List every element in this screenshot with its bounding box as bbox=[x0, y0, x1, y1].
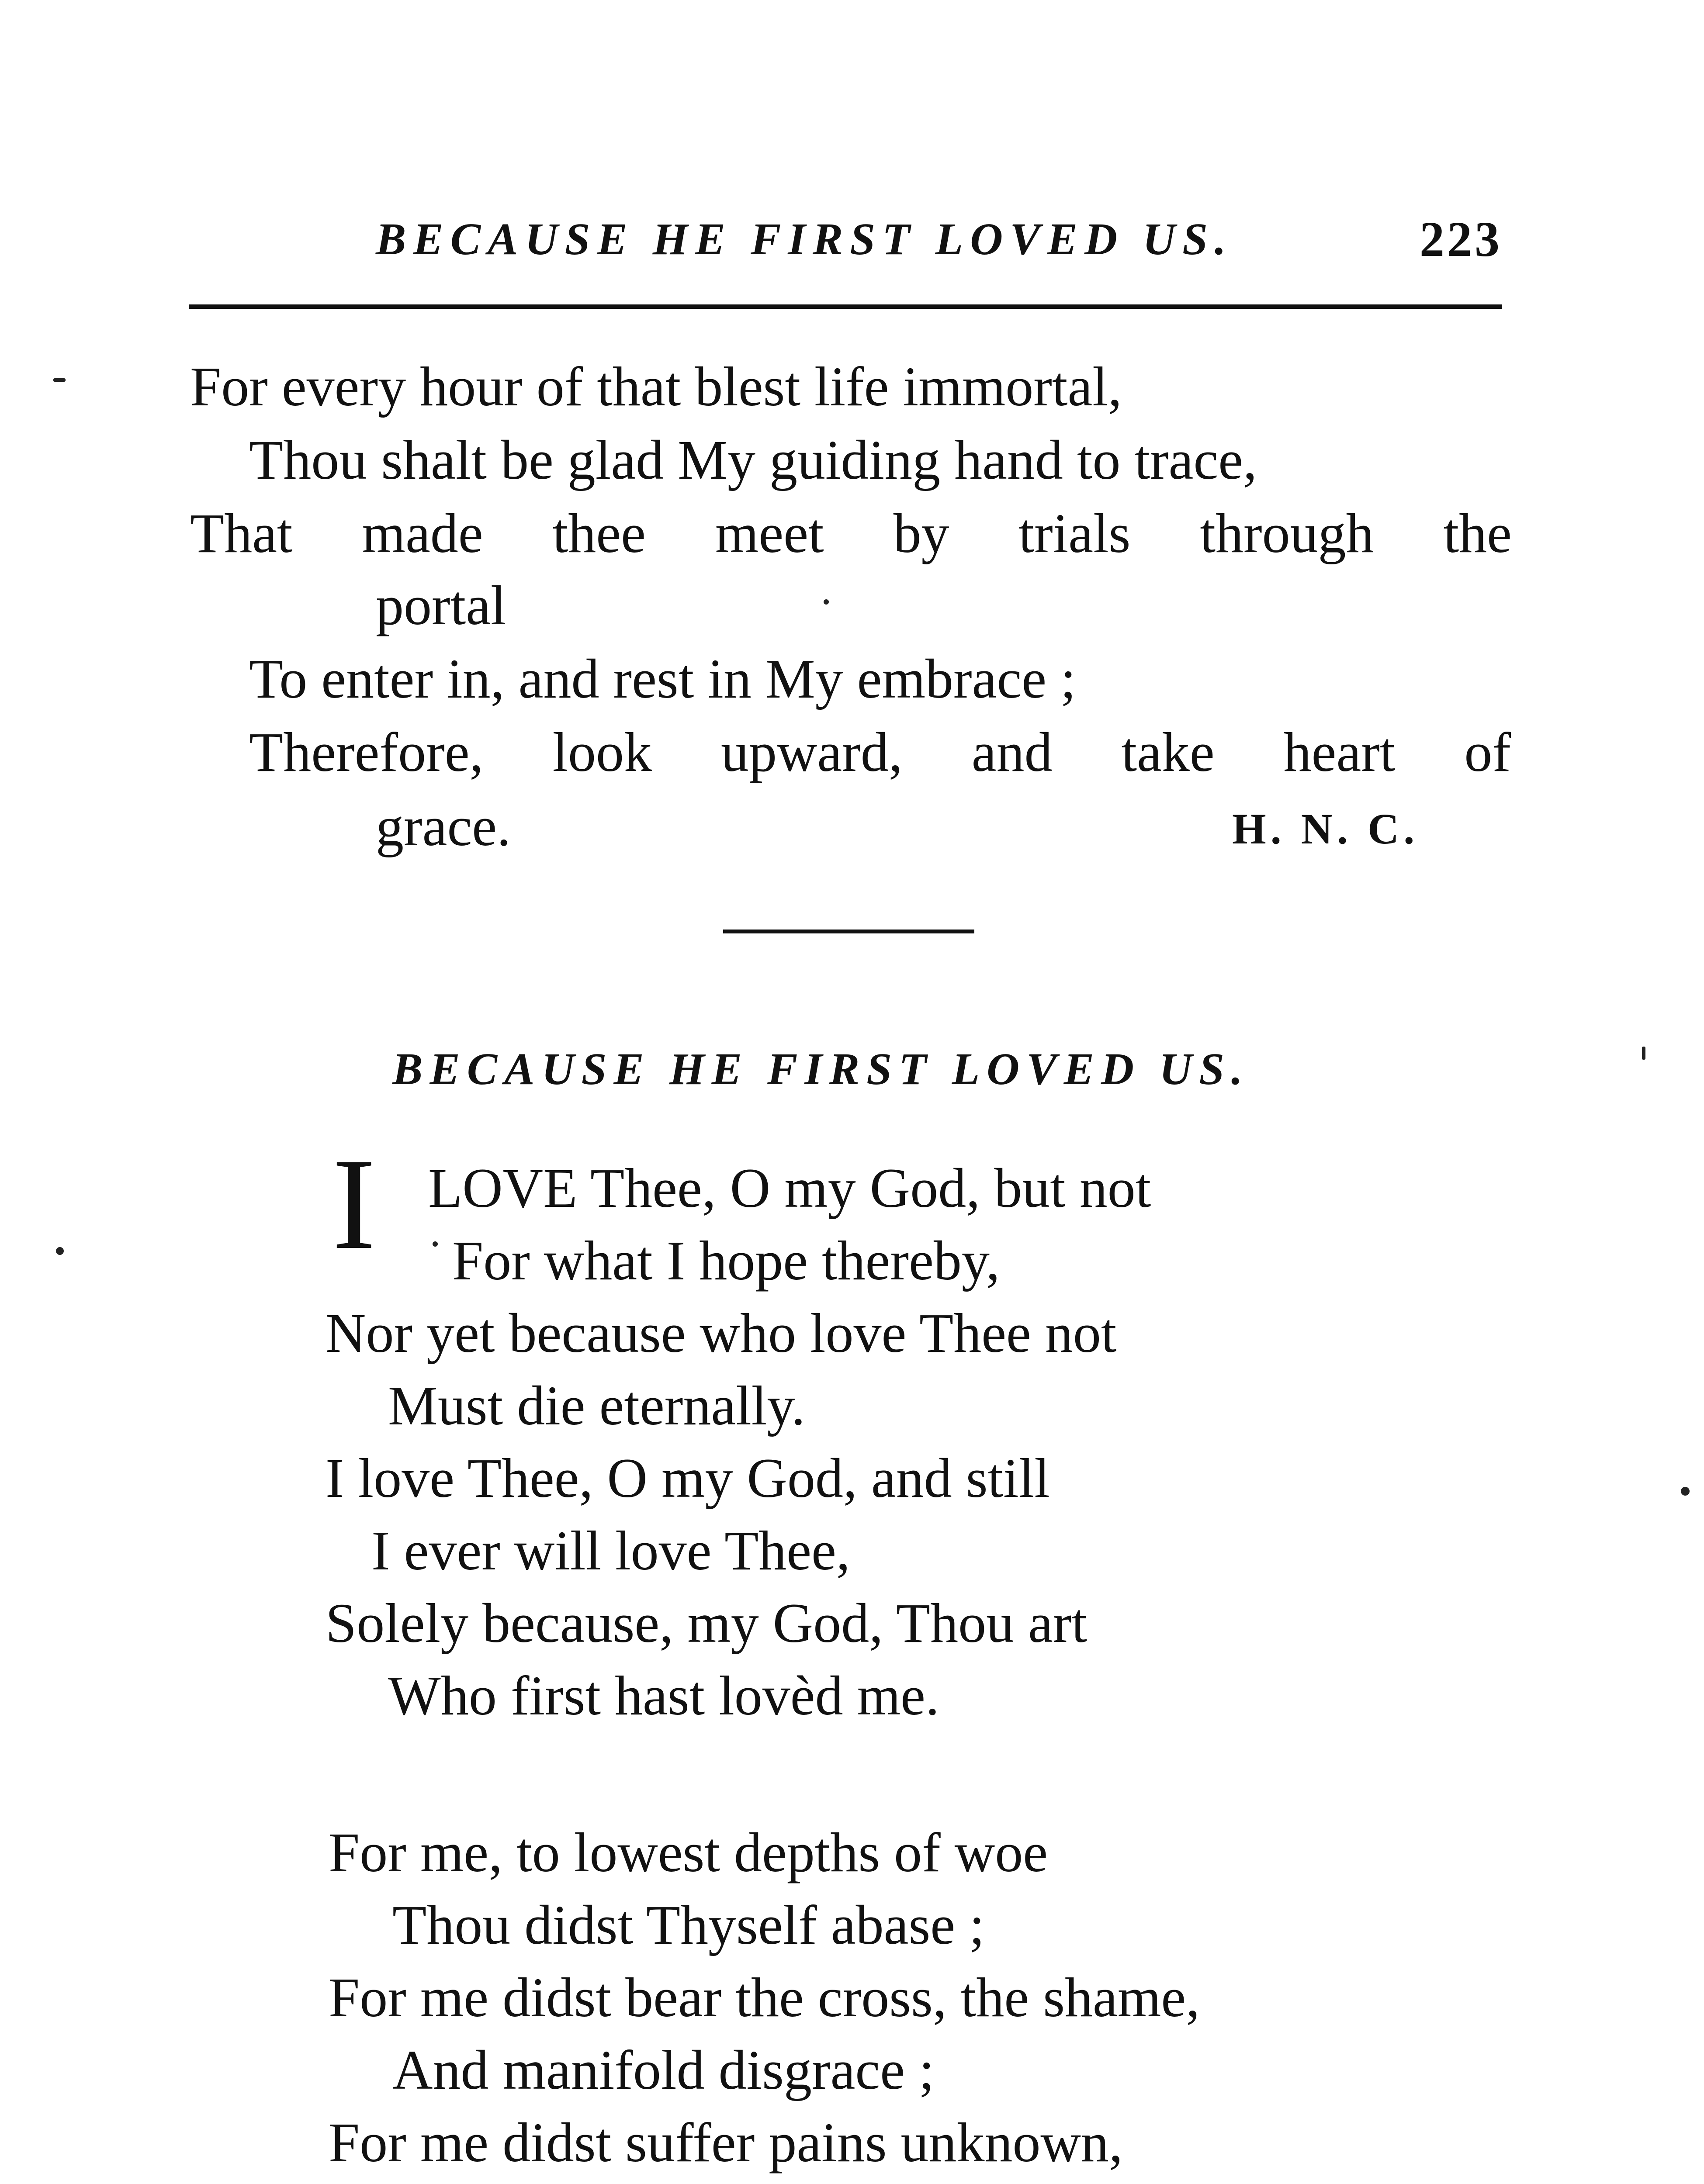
poem-title: BECAUSE HE FIRST LOVED US. bbox=[392, 1044, 1250, 1094]
verse-line: For what I hope thereby, bbox=[452, 1230, 1000, 1292]
verse-line: Must die eternally. bbox=[388, 1375, 805, 1437]
verse-line: I ever will love Thee, bbox=[371, 1520, 850, 1582]
verse-word: meet bbox=[715, 502, 824, 564]
verse-line: And manifold disgrace ; bbox=[392, 2039, 935, 2101]
verse-line: For every hour of that blest life immortal, bbox=[190, 356, 1122, 418]
verse-word: and bbox=[971, 721, 1053, 783]
page-number: 223 bbox=[1420, 211, 1502, 267]
verse-line-justified bbox=[249, 717, 1511, 787]
verse-word: look bbox=[552, 721, 652, 783]
scan-speck bbox=[433, 1241, 438, 1247]
verse-word: trials bbox=[1018, 502, 1131, 564]
verse-line: Nor yet because who love Thee not bbox=[326, 1302, 1117, 1364]
verse-line: LOVE Thee, O my God, but not bbox=[428, 1157, 1151, 1219]
verse-word: take bbox=[1121, 721, 1215, 783]
verse-line: To enter in, and rest in My embrace ; bbox=[249, 648, 1076, 710]
verse-line: grace. bbox=[376, 795, 511, 857]
verse-line: I love Thee, O my God, and still bbox=[326, 1447, 1050, 1509]
verse-line bbox=[392, 2180, 931, 2184]
verse-word: of bbox=[1464, 721, 1511, 783]
drop-cap: I bbox=[332, 1131, 376, 1276]
verse-line: Who first hast lovèd me. bbox=[388, 1665, 939, 1727]
verse-word: the bbox=[1443, 502, 1512, 564]
verse-line: Thou shalt be glad My guiding hand to trace, bbox=[249, 429, 1257, 491]
author-signature: H. N. C. bbox=[1232, 805, 1419, 853]
scan-speck bbox=[1642, 1047, 1645, 1060]
verse-line-justified bbox=[190, 498, 1512, 568]
verse-line: Thou didst Thyself abase ; bbox=[392, 1894, 985, 1956]
header-rule bbox=[189, 304, 1502, 309]
verse-line: For me, to lowest depths of woe bbox=[329, 1821, 1048, 1883]
scan-speck bbox=[824, 599, 829, 605]
verse-word: made bbox=[362, 502, 483, 564]
verse-word: upward, bbox=[720, 721, 903, 783]
verse-word: Therefore, bbox=[249, 721, 484, 783]
running-header bbox=[188, 209, 1507, 279]
running-title: BECAUSE HE FIRST LOVED US. bbox=[376, 214, 1233, 264]
verse-line: For me didst bear the cross, the shame, bbox=[329, 1966, 1200, 2028]
scan-speck bbox=[1681, 1487, 1690, 1496]
verse-line: portal bbox=[376, 574, 506, 636]
verse-word: by bbox=[893, 502, 949, 564]
verse-word: heart bbox=[1283, 721, 1396, 783]
scan-speck bbox=[56, 1247, 64, 1255]
verse-word: thee bbox=[552, 502, 646, 564]
verse-line: Solely because, my God, Thou art bbox=[326, 1592, 1088, 1654]
verse-line: For me didst suffer pains unknown, bbox=[329, 2111, 1123, 2174]
verse-word: That bbox=[190, 502, 293, 564]
scan-speck bbox=[53, 378, 66, 382]
verse-word: through bbox=[1200, 502, 1374, 564]
section-divider bbox=[723, 930, 974, 933]
